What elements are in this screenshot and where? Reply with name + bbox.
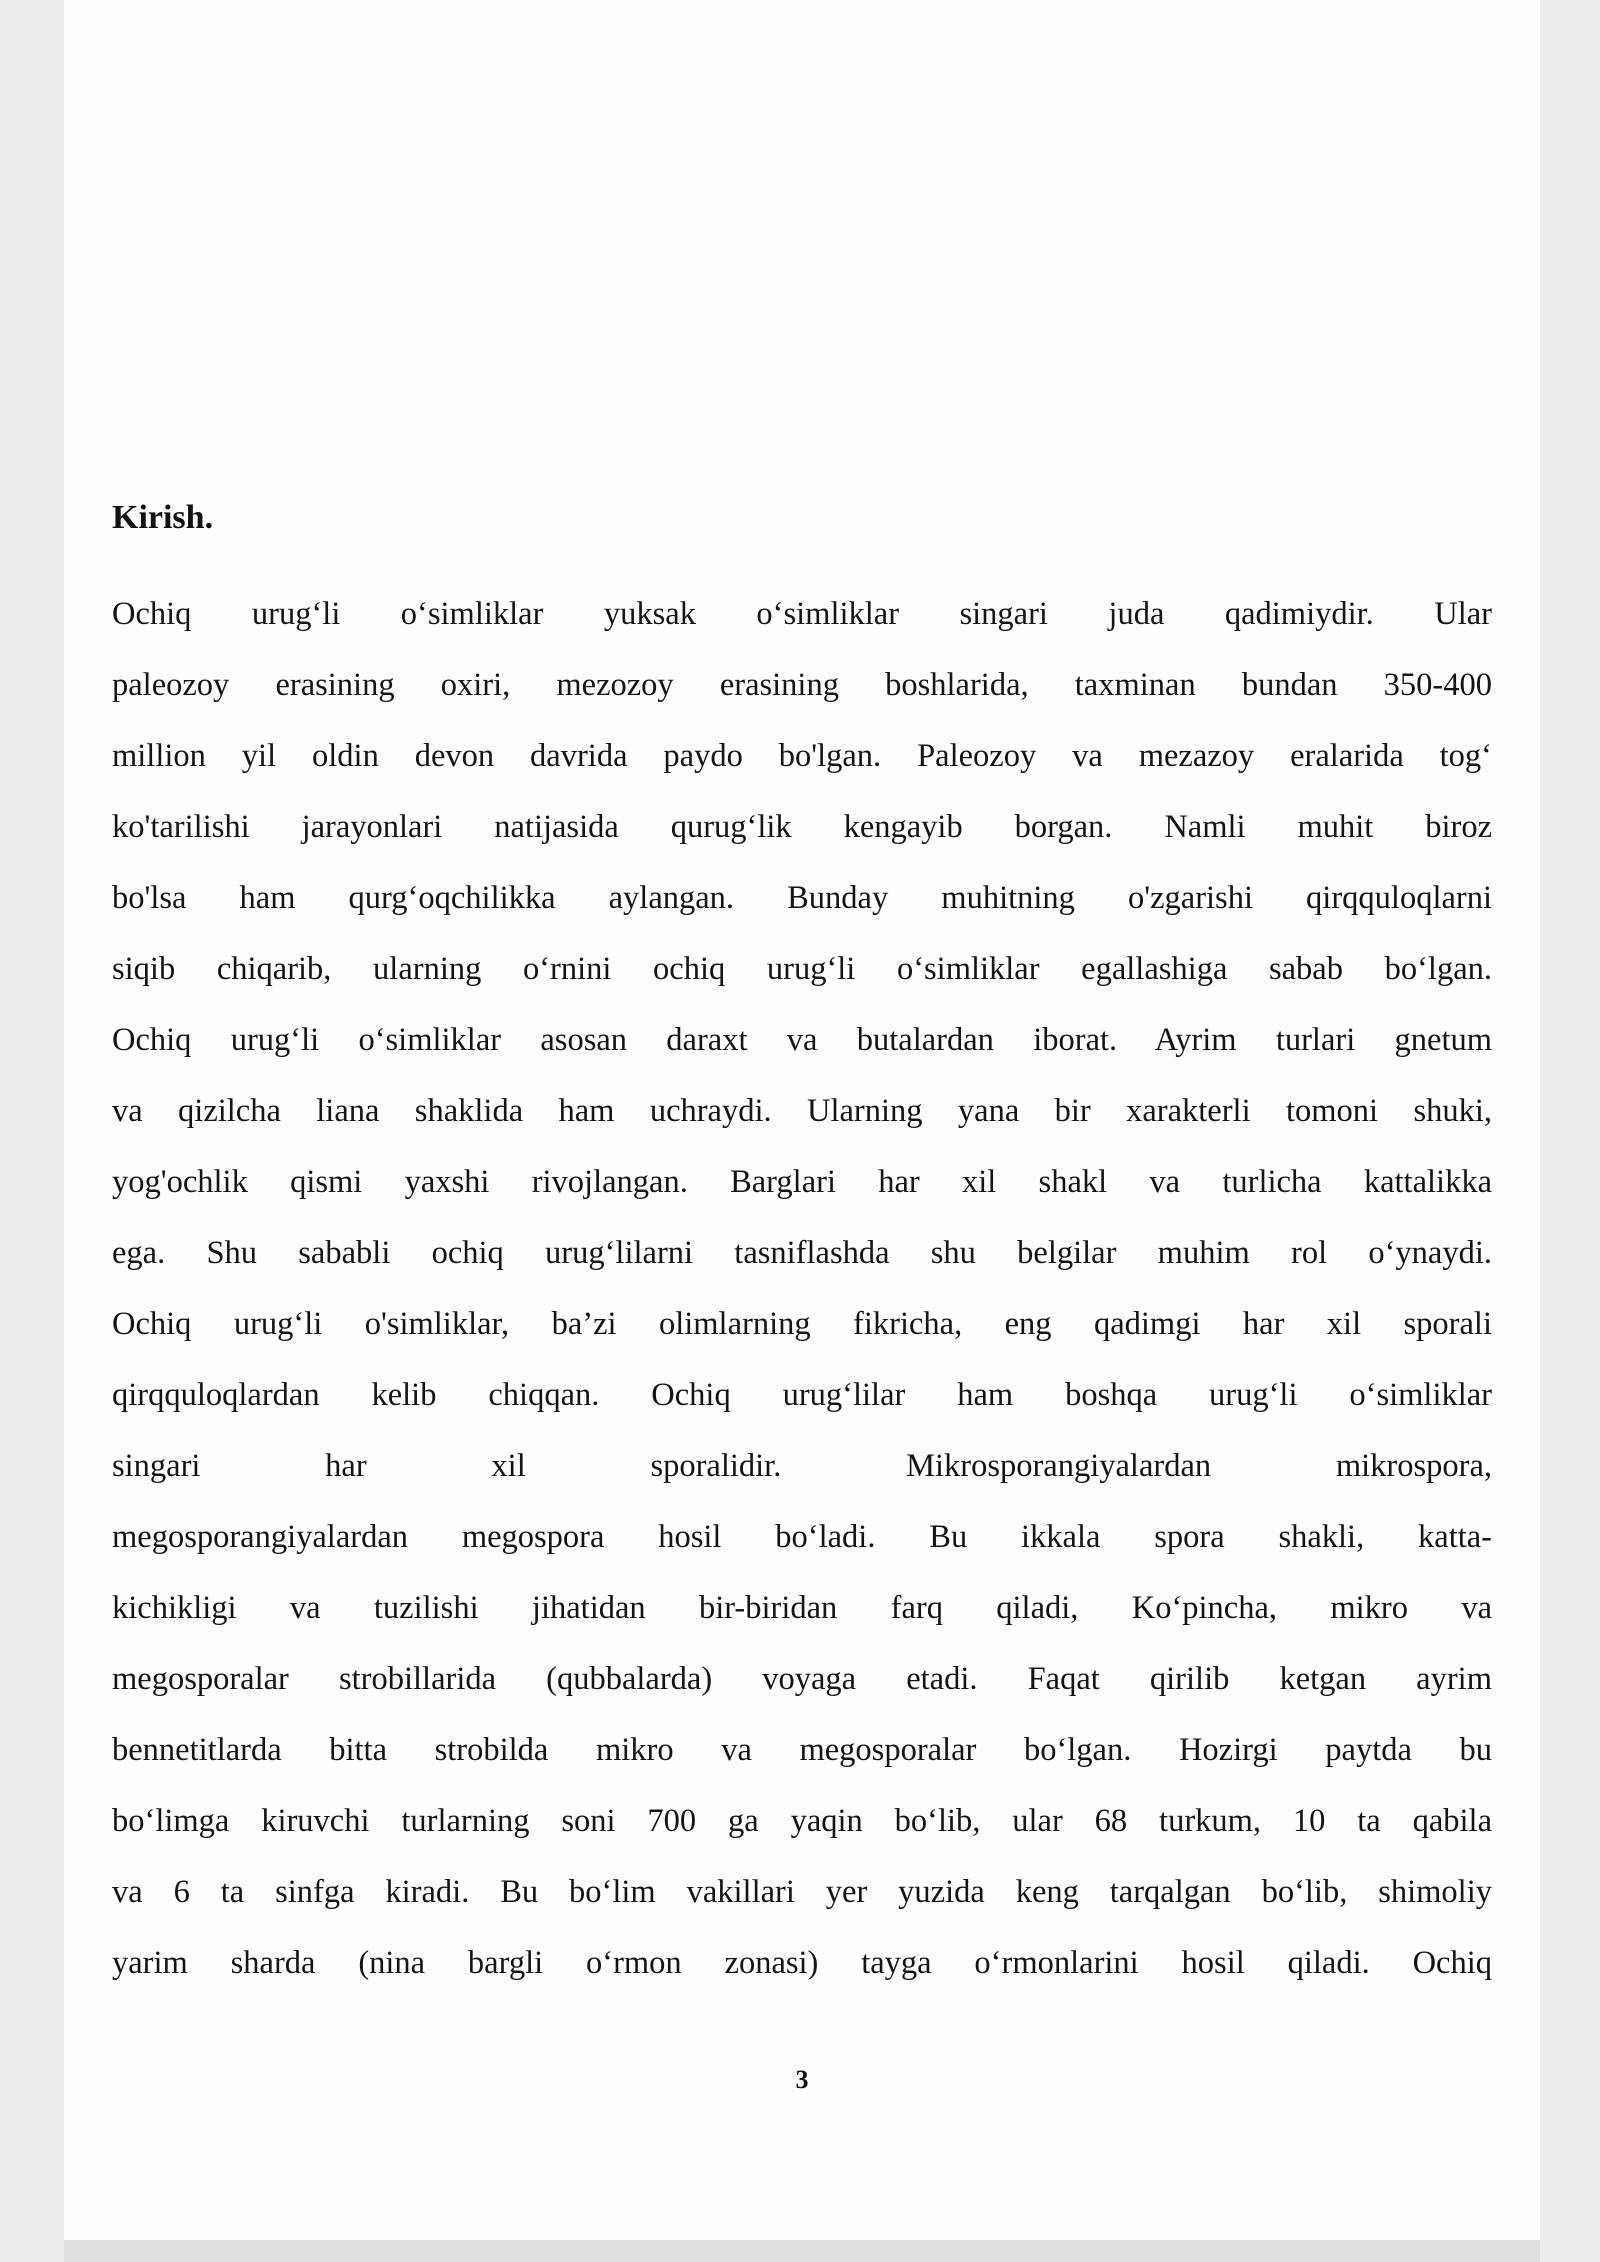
- text-line: paleozoy erasining oxiri, mezozoy erasining boshlarida, taxminan bundan 350-400: [112, 667, 1492, 703]
- text-line: siqib chiqarib, ularning o‘rnini ochiq urug‘li o‘simliklar egallashiga sabab bo‘lgan.: [112, 951, 1492, 987]
- text-line: bennetitlarda bitta strobilda mikro va megosporalar bo‘lgan. Hozirgi paytda bu: [112, 1732, 1492, 1768]
- text-line: ega. Shu sababli ochiq urug‘lilarni tasniflashda shu belgilar muhim rol o‘ynaydi.: [112, 1235, 1492, 1271]
- section-heading: Kirish.: [112, 499, 214, 536]
- text-line: singari har xil sporalidir. Mikrosporangiyalardan mikrospora,: [112, 1448, 1492, 1484]
- text-line: megosporalar strobillarida (qubbalarda) voyaga etadi. Faqat qirilib ketgan ayrim: [112, 1661, 1492, 1697]
- text-line: kichikligi va tuzilishi jihatidan bir-biridan farq qiladi, Ko‘pincha, mikro va: [112, 1590, 1492, 1626]
- text-line: ko'tarilishi jarayonlari natijasida qurug‘lik kengayib borgan. Namli muhit biroz: [112, 809, 1492, 845]
- text-line: va 6 ta sinfga kiradi. Bu bo‘lim vakillari yer yuzida keng tarqalgan bo‘lib, shimoliy: [112, 1874, 1492, 1910]
- text-line: qirqquloqlardan kelib chiqqan. Ochiq urug‘lilar ham boshqa urug‘li o‘simliklar: [112, 1377, 1492, 1413]
- text-line: Ochiq urug‘li o‘simliklar asosan daraxt va butalardan iborat. Ayrim turlari gnetum: [112, 1022, 1492, 1058]
- text-line: bo‘limga kiruvchi turlarning soni 700 ga yaqin bo‘lib, ular 68 turkum, 10 ta qabila: [112, 1803, 1492, 1839]
- page-number: 3: [795, 2065, 809, 2094]
- text-line: Ochiq urug‘li o‘simliklar yuksak o‘simliklar singari juda qadimiydir. Ular: [112, 596, 1492, 632]
- text-line: bo'lsa ham qurg‘oqchilikka aylangan. Bunday muhitning o'zgarishi qirqquloqlarni: [112, 880, 1492, 916]
- text-line: Ochiq urug‘li o'simliklar, ba’zi olimlarning fikricha, eng qadimgi har xil sporali: [112, 1306, 1492, 1342]
- text-line: megosporangiyalardan megospora hosil bo‘ladi. Bu ikkala spora shakli, katta-: [112, 1519, 1492, 1555]
- text-line: million yil oldin devon davrida paydo bo'lgan. Paleozoy va mezazoy eralarida tog‘: [112, 738, 1492, 774]
- page-bottom-edge: [64, 2240, 1540, 2262]
- document-page: [64, 0, 1540, 2240]
- text-line: yog'ochlik qismi yaxshi rivojlangan. Barglari har xil shakl va turlicha kattalikka: [112, 1164, 1492, 1200]
- text-line: va qizilcha liana shaklida ham uchraydi. Ularning yana bir xarakterli tomoni shuki,: [112, 1093, 1492, 1129]
- text-line: yarim sharda (nina bargli o‘rmon zonasi) tayga o‘rmonlarini hosil qiladi. Ochiq: [112, 1945, 1492, 1981]
